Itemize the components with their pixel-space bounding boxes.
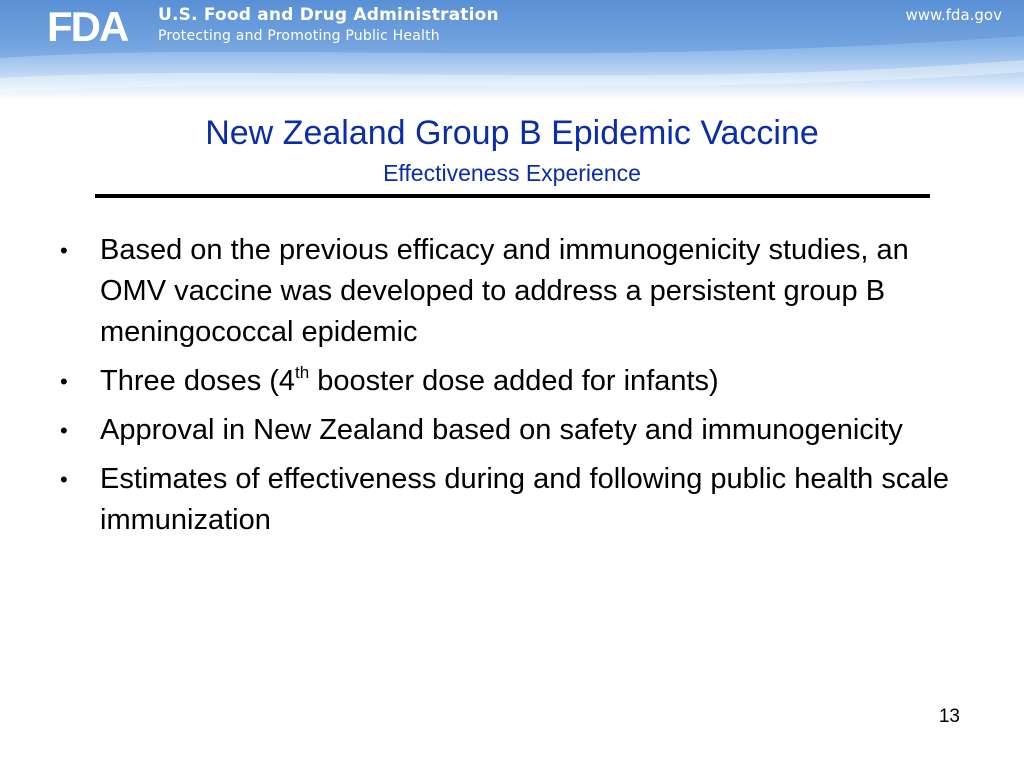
bullet-item (58, 361, 958, 402)
bullet-text: Based on the previous efficacy and immunogenicity studies, an OMV vaccine was developed to address a persistent group B meningococcal epidemic (100, 234, 909, 348)
header-banner (0, 0, 1024, 100)
bullet-dot-icon: • (60, 418, 68, 443)
page-number: 13 (938, 706, 960, 727)
site-url-link[interactable]: www.fda.gov (905, 6, 1002, 24)
bullet-list (58, 230, 958, 549)
fda-logo-text: FDA (47, 6, 128, 46)
bullet-dot-icon: • (60, 369, 68, 394)
bullet-text (100, 365, 719, 397)
ordinal-superscript: th (295, 363, 310, 382)
slide-subtitle: Effectiveness Experience (383, 160, 641, 186)
bullet-text: Estimates of effectiveness during and following public health scale immunization (100, 463, 950, 536)
bullet-dot-icon: • (60, 467, 68, 492)
bullet-item (58, 230, 958, 353)
agency-name: U.S. Food and Drug Administration (158, 5, 499, 25)
fda-logo-icon (47, 6, 149, 46)
title-divider (95, 194, 930, 198)
agency-tagline: Protecting and Promoting Public Health (158, 28, 440, 44)
bullet-dot-icon: • (60, 238, 68, 263)
bullet-item (58, 459, 958, 541)
bullet-text: Approval in New Zealand based on safety and immunogenicity (100, 414, 903, 446)
bullet-text-part: booster dose added for infants) (309, 365, 719, 397)
slide-title: New Zealand Group B Epidemic Vaccine (205, 114, 819, 152)
bullet-item (58, 410, 958, 451)
banner-swoosh (0, 0, 1024, 100)
bullet-text-part: Three doses (4 (100, 365, 296, 397)
agency-block (158, 4, 499, 46)
